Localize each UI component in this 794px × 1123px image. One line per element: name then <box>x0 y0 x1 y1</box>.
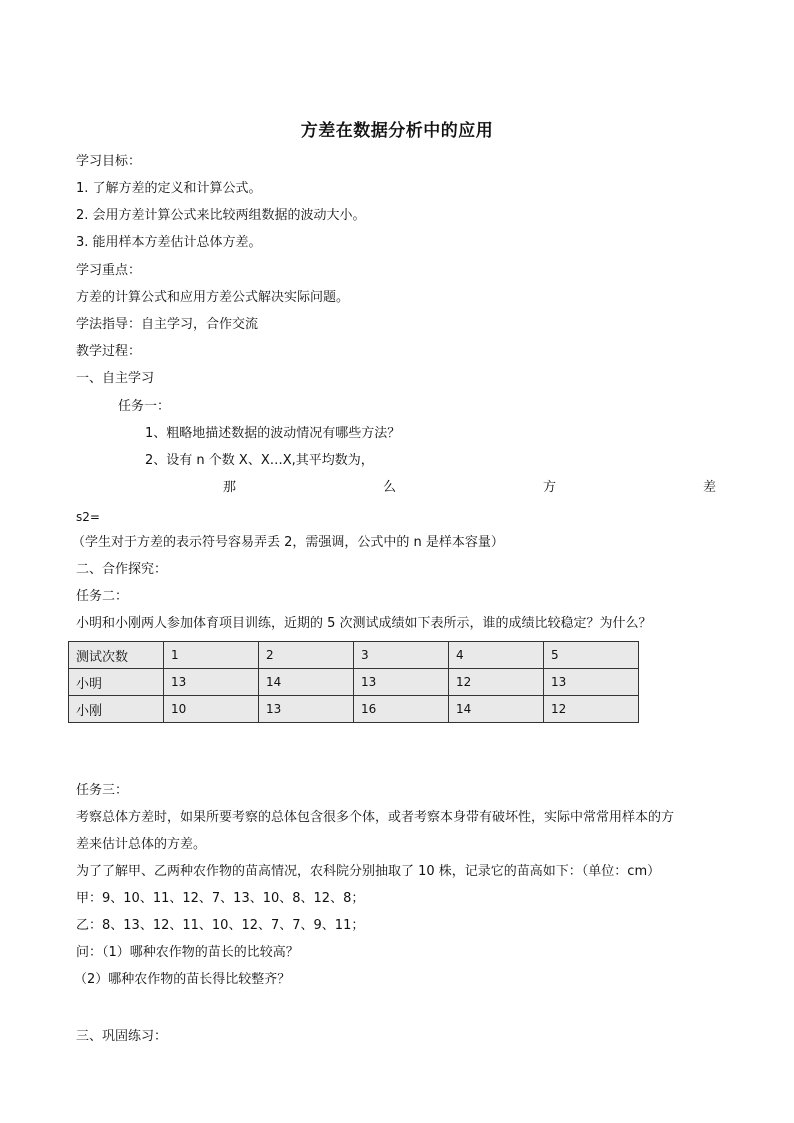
section2-heading: 二、合作探究： <box>76 562 168 577</box>
question-b: （2）哪种农作物的苗长得比较整齐？ <box>74 972 291 987</box>
table-cell: 小刚 <box>69 696 164 723</box>
spread-word: 那 <box>222 480 236 495</box>
table-cell: 4 <box>449 642 544 669</box>
objective-item: 3. 能用样本方差估计总体方差。 <box>76 235 262 250</box>
question-1: 1、粗略地描述数据的波动情况有哪些方法？ <box>145 426 401 441</box>
spread-word: 么 <box>382 480 396 495</box>
question-2: 2、设有 n 个数 X、X…X,其平均数为， <box>145 453 374 468</box>
table-cell: 3 <box>354 642 449 669</box>
variance-formula: s2= <box>76 510 100 524</box>
table-cell: 13 <box>259 696 354 723</box>
table-cell: 小明 <box>69 669 164 696</box>
table-cell: 14 <box>449 696 544 723</box>
spread-word: 方 <box>542 480 556 495</box>
page-title: 方差在数据分析中的应用 <box>300 121 494 141</box>
table-cell: 测试次数 <box>69 642 164 669</box>
crop-yi-data: 乙：8、13、12、11、10、12、7、7、9、11； <box>76 918 365 933</box>
task3-label: 任务三： <box>76 783 129 798</box>
table-cell: 10 <box>164 696 259 723</box>
task2-label: 任务二： <box>76 589 129 604</box>
teacher-note: （学生对于方差的表示符号容易弄丢 2，需强调，公式中的 n 是样本容量） <box>72 535 504 550</box>
objectives-heading: 学习目标： <box>76 154 142 169</box>
table-cell: 12 <box>449 669 544 696</box>
table-cell: 13 <box>544 669 639 696</box>
task3-text: 为了了解甲、乙两种农作物的苗高情况，农科院分别抽取了 10 株，记录它的苗高如下：（单位：cm） <box>76 864 661 879</box>
variance-sentence <box>76 479 716 497</box>
table-row <box>69 696 639 723</box>
section3-heading: 三、巩固练习： <box>76 1029 168 1044</box>
table-cell: 5 <box>544 642 639 669</box>
table-cell: 2 <box>259 642 354 669</box>
objective-item: 2. 会用方差计算公式来比较两组数据的波动大小。 <box>76 208 366 223</box>
table-cell: 12 <box>544 696 639 723</box>
task3-text: 考察总体方差时，如果所要考察的总体包含很多个体，或者考察本身带有破坏性，实际中常常用样本的方 <box>76 810 675 825</box>
spread-word: 差 <box>702 480 716 495</box>
focus-text: 方差的计算公式和应用方差公式解决实际问题。 <box>76 290 350 305</box>
task1-label: 任务一： <box>118 399 171 414</box>
table-cell: 14 <box>259 669 354 696</box>
table-cell: 13 <box>164 669 259 696</box>
section1-heading: 一、自主学习 <box>76 371 155 386</box>
table-cell: 16 <box>354 696 449 723</box>
crop-jia-data: 甲：9、10、11、12、7、13、10、8、12、8； <box>76 891 365 906</box>
focus-heading: 学习重点： <box>76 263 142 278</box>
table-row <box>69 642 639 669</box>
objective-item: 1. 了解方差的定义和计算公式。 <box>76 181 262 196</box>
table-row <box>69 669 639 696</box>
task2-text: 小明和小刚两人参加体育项目训练，近期的 5 次测试成绩如下表所示，谁的成绩比较稳定？为什么？ <box>76 616 652 631</box>
scores-table <box>68 641 639 723</box>
question-a: 问：（1）哪种农作物的苗长的比较高？ <box>76 945 299 960</box>
task3-text: 差来估计总体的方差。 <box>76 837 207 852</box>
table-cell: 13 <box>354 669 449 696</box>
method-line: 学法指导：自主学习，合作交流 <box>76 317 259 332</box>
process-heading: 教学过程： <box>76 344 142 359</box>
table-cell: 1 <box>164 642 259 669</box>
